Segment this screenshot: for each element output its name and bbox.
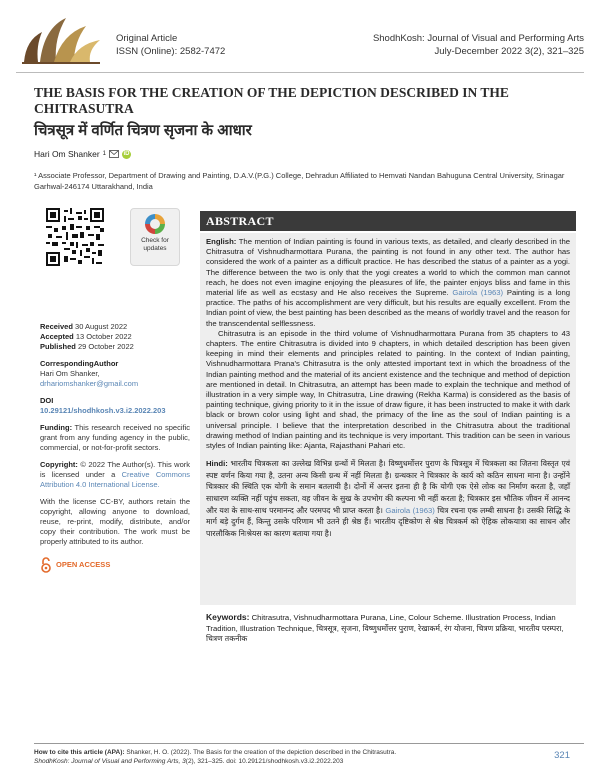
qr-code-icon — [46, 208, 104, 266]
accepted-label: Accepted — [40, 332, 74, 341]
check-updates-line2: updates — [143, 245, 167, 252]
journal-logo — [16, 12, 106, 68]
corresponding-name: Hari Om Shanker, — [40, 369, 100, 378]
funding-block — [40, 423, 190, 453]
footer-divider — [34, 743, 584, 744]
citation-link-gairola[interactable]: Gairola (1963) — [452, 288, 504, 298]
journal-name: ShodhKosh: Journal of Visual and Performing Arts — [372, 33, 584, 44]
copyright-text: © 2022 The Author(s). This work is licensed under a — [40, 460, 190, 479]
check-updates-icon — [144, 213, 166, 235]
doi-link[interactable]: 10.29121/shodhkosh.v3.i2.2022.203 — [40, 406, 166, 415]
title-hindi: चित्रसूत्र में वर्णित चित्रण सृजना के आधार — [34, 122, 252, 139]
check-updates-line1: Check for — [141, 237, 169, 244]
page-number: 321 — [554, 750, 570, 761]
citation-link-gairola-hindi[interactable]: Gairola (1963) — [385, 505, 435, 515]
abstract-p1-text-a: The mention of Indian painting is found in various texts, as detailed, and clearly described in the Chitrasutra of Vishnudharmottara Purana, the painting is not found in any other text. The author has considered the work of a painter as a difficult practice. He has described the status of a painter as a yogi. The difference between the two is only that the yogi creates a world to which the common man cannot reach, he does not even imagine enjoying the pleasures of life, the painter enjoys bliss and fame in this material life as well as ecstasy and He also receives the Supreme. — [206, 237, 570, 298]
corresponding-label: CorrespondingAuthor — [40, 359, 119, 368]
copyright-block — [40, 460, 190, 490]
cite-volume: 3 — [182, 758, 186, 765]
article-meta-left — [116, 32, 225, 58]
affiliation: ¹ Associate Professor, Department of Drawing and Painting, D.A.V.(P.G.) College, Dehradun Affiliated to Hemvati Nandan Bahuguna Central University, Srinagar Garhwal-246174 Uttarakhand, India — [34, 171, 565, 191]
author-affil-marker: 1 — [102, 151, 107, 157]
citation-footer — [34, 748, 534, 766]
check-for-updates-button[interactable] — [130, 208, 180, 266]
keywords-block — [206, 612, 570, 645]
doi-label: DOI — [40, 396, 54, 405]
abstract-p1-text-b: Painting is a long practice. The paths of his accomplishment are very difficult, but his results are equally excellent. From the Indian point of view, the best painting has been described as the means of worldly travel and the reason for the transcendental selflessness. — [206, 288, 571, 328]
cite-text: Shanker, H. O. (2022). The Basis for the creation of the depiction described in the Chitrasutra. — [126, 749, 397, 756]
license-link[interactable]: Creative Commons Attribution 4.0 International License. — [40, 470, 190, 489]
title-english: THE BASIS FOR THE CREATION OF THE DEPICTION DESCRIBED IN THE CHITRASUTRA — [34, 85, 509, 116]
corresponding-email-link[interactable]: drhariomshanker@gmail.com — [40, 379, 139, 388]
english-label: English: — [206, 237, 237, 246]
keywords-text: Chitrasutra, Vishnudharmottara Purana, Line, Colour Scheme. Illustration Process, Indian Tradition, Illustration Technique, चित्रसूत्र, सृजना, विष्णुधर्मोत्तर पुराण, रेखाकर्म, रंग योजना, चित्रण प्रक्रिया, भारतीय परम्परा, चित्रण तकनीक — [206, 613, 564, 644]
article-dates — [40, 322, 190, 352]
abstract-paragraph-2: Chitrasutra is an episode in the third volume of Vishnudharmottara Purana from 35 chapters to 43 chapters. The entire Chitrasutra is divided into 9 chapters, in which detailed description has been given keeping in mind their elements and principles related to painting. In the context of Indian painting, Vishnudharmottara Prana's Chitrasutra is the only attested important text in which the broadness of the Indian painting method and the material of its ancient existence and the technique and method of depiction are mentioned in detail. In Chitrasutra, an attempt has been made to explain the technique and method of illustration in a very simple way, In Chitrasutra, Line drawing (Rekha Karma) is considered as the basis of painting technique, giving priority to it in the issue of draw figure, it has been instructed to make it with dark black or brown color using light and shad, the primacy of the line as the soul of Indian painting is a universal principle. I believe that the interpretation described in the Chitrasutra about the traditional drawing method of Indian painting and its technique is very important. This tradition can be seen in various styles of Indian painting like: Ajanta, Rajasthani Pahari etc. — [206, 328, 570, 451]
author-line — [34, 149, 131, 159]
abstract-hindi — [206, 458, 570, 539]
published-date: 29 October 2022 — [77, 342, 134, 351]
abstract-hindi-text-a: भारतीय चित्रकला का उल्लेख विभिन्न ग्रन्थों में मिलता है। विष्णुधर्मोत्तर पुराण के चित्रसूत्र में चित्रकला का जितना विस्तृत एवं स्पष्ट वर्णन किया गया है, उतना अन्य किसी ग्रन्थ में नहीं मिलता है। ग्रन्थकार ने चित्रकार के कार्य को कठिन साधना माना है। उन्होंने चित्रकार की स्थिति एक योगी के समान बतलायी है। दोनों में अन्तर इतना ही है कि योगी एक ऐसे लोक का निर्माण करता है, जहाँ साधारण व्यक्ति नहीं पहुंच सकता, वह जीवन के सुख के उपभोग की कल्पना भी नहीं करता है; चित्रकार इस भौतिक जीवन में आनन्द और यश के साथ-साथ परमानन्द और परमपद भी प्राप्त करता है। — [206, 459, 570, 515]
license-note: With the license CC-BY, authors retain the copyright, allowing anyone to download, reuse, re-print, modify, distribute, and/or copy their contribution. The work must be properly attributed to its author. — [40, 497, 190, 546]
published-label: Published — [40, 342, 76, 351]
article-type: Original Article — [116, 33, 178, 44]
copyright-label: Copyright: — [40, 460, 78, 469]
issn: ISSN (Online): 2582-7472 — [116, 46, 226, 57]
author-name: Hari Om Shanker — [34, 149, 100, 159]
received-date: 30 August 2022 — [75, 322, 128, 331]
doi-block — [40, 396, 190, 416]
abstract-hindi-text-b: चित्र रचना एक लम्बी साधना है। उसकी सिद्धि के मार्ग बड़े दुर्गम हैं, किन्तु उसके परिणाम भी उतने ही श्रेष्ठ हैं। भारतीय दृष्टिकोण से श्रेष्ठ चित्रकर्म को ऐहिक लोकयात्रा का साधन और पारलौकिक निःश्रेयस का कारण बताया गया है। — [206, 505, 571, 538]
accepted-date: 13 October 2022 — [75, 332, 132, 341]
cite-journal: ShodhKosh: Journal of Visual and Performing Arts, — [34, 758, 181, 765]
corresponding-author — [40, 359, 190, 389]
keywords-label: Keywords: — [206, 612, 250, 622]
abstract-heading: ABSTRACT — [200, 211, 576, 231]
article-sidebar — [40, 322, 190, 573]
article-meta-right — [373, 32, 584, 58]
envelope-icon[interactable] — [109, 150, 119, 158]
funding-text: This research received no specific grant from any funding agency in the public, commercial, or not-for-profit sectors. — [40, 423, 190, 452]
received-label: Received — [40, 322, 73, 331]
page-header — [16, 12, 584, 68]
cite-tail: (2), 321–325. doi: 10.29121/shodhkosh.v3.i2.2022.203 — [185, 758, 344, 765]
abstract-body — [200, 233, 576, 605]
abstract-paragraph-1 — [206, 237, 570, 329]
hindi-label: Hindi: — [206, 459, 228, 469]
cite-label: How to cite this article (APA): — [34, 749, 125, 756]
journal-issue: July-December 2022 3(2), 321–325 — [434, 46, 584, 57]
open-access-badge — [40, 557, 190, 573]
open-access-label: OPEN ACCESS — [56, 560, 111, 569]
open-access-icon — [40, 557, 52, 573]
orcid-icon[interactable]: iD — [123, 150, 130, 157]
funding-label: Funding: — [40, 423, 73, 432]
header-divider — [16, 72, 584, 73]
